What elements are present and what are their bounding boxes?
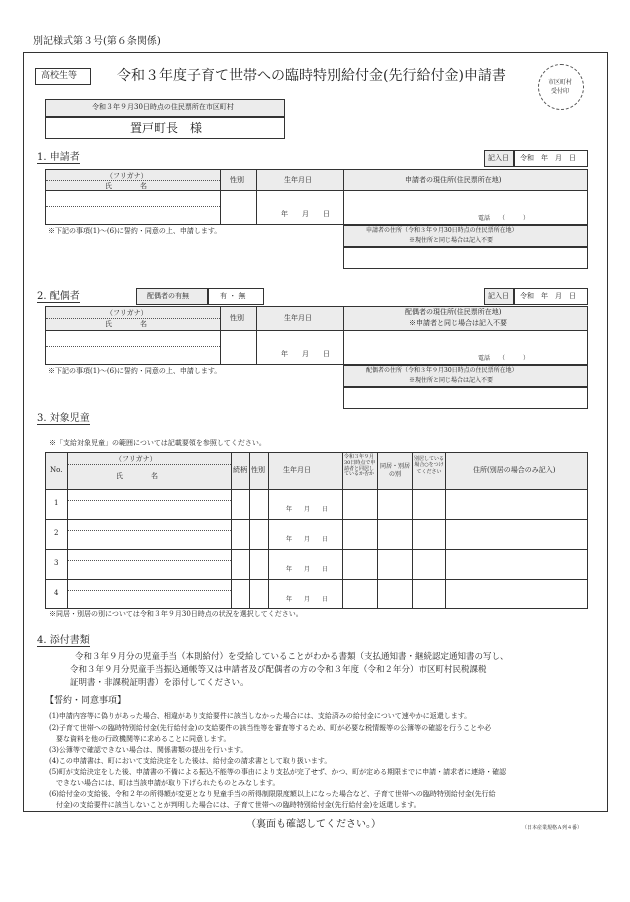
spouse-address-label-2: ※申請者と同じ場合は記入不要 [409,319,507,327]
applicant-gender-label: 性別 [230,176,244,184]
spouse-furigana-label: （フリガナ） [106,309,148,317]
spouse-sept-label-1: 配偶者の住所（令和３年９月30日時点の住民票所在地） [366,367,518,374]
children-col-furigana: （フリガナ） [115,455,157,463]
spouse-gender-label: 性別 [230,314,244,322]
entry-date-label: 記入日 [488,154,509,162]
pledge-item: できない場合には、町は当該申請が取り下げられたものとみなします。 [49,779,280,787]
spouse-heading: 2. 配偶者 [37,291,80,302]
spouse-pledge-note: ※下記の事項(1)～(6)に誓約・同意の上、申請します。 [48,367,222,375]
children-col-address: 住所(別居の場合のみ記入) [473,466,556,474]
documents-line-1: 令和３年９月分の児童手当（本則給付）を受給していることがわかる書類（支払通知書・継続認定通知書の写し、 [75,652,509,662]
spouse-presence-label: 配偶者の有無 [147,292,189,300]
children-col-no: No. [50,466,63,474]
children-row-no: 4 [54,589,59,597]
children-note: ※「支給対象児童」の範囲については記載要領を参照してください。 [49,439,266,447]
spouse-address-label-1: 配偶者の現住所(住民票所在地) [405,308,502,316]
reception-stamp-circle [538,64,584,110]
back-side-note: （裏面も確認してください。） [246,819,381,830]
category-tag-label: 高校生等 [41,71,78,81]
pledge-item: (5)町が支給決定をした後、申請書の不備による振込不能等の事由により支払が完了せず、かつ、町が定める期限までに申請・請求者に連絡・確認 [49,768,507,776]
children-row-no: 1 [54,499,59,507]
applicant-name-label: 氏 名 [105,182,147,190]
documents-line-3: 証明書・非課税証明書）を添付してください。 [70,678,249,688]
children-heading: 3. 対象児童 [37,413,90,424]
pledge-item: (1)申請内容等に偽りがあった場合、相違があり支給要件に該当しなかった場合には、支給済みの給付金について速やかに返還します。 [49,712,472,720]
addressee: 置戸町長 様 [130,121,203,135]
stamp-label-1: 市区町村 [548,79,573,86]
documents-heading: 4. 添付書類 [37,635,90,646]
children-row-ymd: 年 月 日 [286,506,329,513]
children-row-no: 3 [54,559,59,567]
spouse-name-label: 氏 名 [105,320,147,328]
spouse-sept-label-2: ※現住所と同じ場合は記入不要 [409,377,494,384]
applicant-address-label: 申請者の現住所(住民票所在地) [405,176,502,184]
spouse-entry-date-value: 令和 年 月 日 [520,292,576,300]
spouse-entry-date-label: 記入日 [488,292,509,300]
entry-date-value: 令和 年 月 日 [520,154,576,162]
pledge-heading: 【誓約・同意事項】 [45,696,127,706]
applicant-pledge-note: ※下記の事項(1)～(6)に誓約・同意の上、申請します。 [48,227,222,235]
children-col-birth: 生年月日 [283,466,311,474]
spouse-phone: 電話 （ ） [478,355,530,362]
municipality-label: 令和３年９月30日時点の住民票所在市区町村 [92,103,234,111]
spouse-birth-label: 生年月日 [284,314,312,322]
spouse-birth-ymd: 年 月 日 [281,350,330,358]
children-footnote: ※同居・別居の別については令和３年９月30日時点の状況を選択してください。 [49,610,303,618]
children-col-relation: 続柄 [233,466,247,474]
pledge-item: (3)公簿等で確認できない場合は、関係書類の提出を行います。 [49,746,248,754]
spouse-sept-address-field[interactable] [343,387,588,409]
paper-size-note: （日本産業規格Ａ列４番） [522,825,583,831]
applicant-phone: 電話 （ ） [478,215,530,222]
applicant-birth-ymd: 年 月 日 [281,210,330,218]
pledge-item: 付金)の支給要件に該当しないことが判明した場合には、子育て世帯への臨時特別給付金(先行給付金)を返還します。 [49,801,421,809]
spouse-presence-value: 有 ・ 無 [220,292,246,300]
children-row-no: 2 [54,529,59,537]
children-col-sept: 令和３年９月30日時点で申請者と同居しているか否か [344,454,376,478]
pledge-item: 要な資料を他の行政機関等に求めることに同意します。 [49,735,231,743]
documents-line-2: 令和３年９月分児童手当振込通帳等又は申請者及び配偶者の方の令和３年度（令和２年分）市区町村民税課税 [70,665,487,675]
children-row-ymd: 年 月 日 [286,536,329,543]
pledge-item: (2)子育て世帯への臨時特別給付金(先行給付金)の支給要件の該当性等を審査等するため、町が必要な税情報等の公簿等の確認を行うことや必 [49,724,492,732]
form-reference: 別記様式第３号(第６条関係) [33,36,161,47]
children-col-name: 氏 名 [116,472,158,480]
applicant-furigana-label: （フリガナ） [106,172,148,180]
children-row-ymd: 年 月 日 [286,566,329,573]
stamp-label-2: 受付印 [551,88,570,95]
children-row-ymd: 年 月 日 [286,596,329,603]
children-col-gender: 性別 [251,466,265,474]
pledge-item: (4)この申請書は、町において支給決定をした後は、給付金の請求書として取り扱います。 [49,757,332,765]
applicant-birth-label: 生年月日 [284,176,312,184]
applicant-sept-label-1: 申請者の住所（令和３年９月30日時点の住民票所在地） [366,227,518,234]
page-title: 令和３年度子育て世帯への臨時特別給付金(先行給付金)申請書 [117,68,506,84]
pledge-item: (6)給付金の支給後、令和２年の所得額が変更となり児童手当の所得制限限度額以上になった場合など、子育て世帯への臨時特別給付金(先行給 [49,790,496,798]
children-col-separate: 別居している場合○をつけてください [414,456,445,475]
applicant-sept-label-2: ※現住所と同じ場合は記入不要 [409,237,494,244]
applicant-heading: 1. 申請者 [37,152,80,163]
children-col-cohab: 同居・別居の別 [380,463,411,478]
applicant-sept-address-field[interactable] [343,247,588,269]
